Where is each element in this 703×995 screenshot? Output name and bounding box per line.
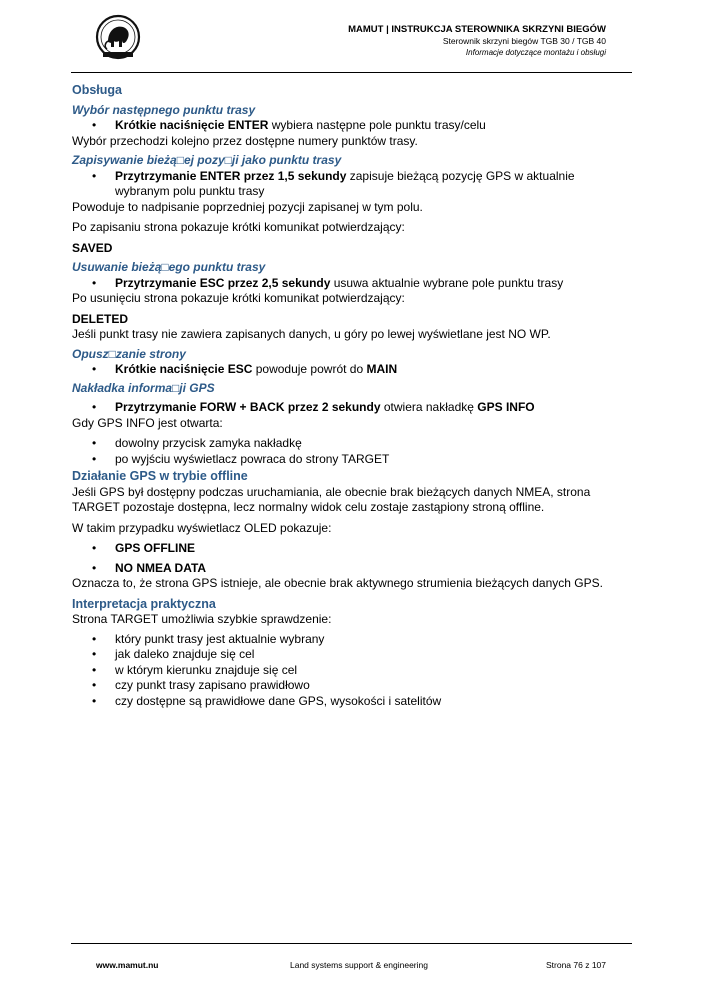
- nakl-list-2: [72, 436, 632, 467]
- paragraph: Jeśli punkt trasy nie zawiera zapisanych danych, u góry po lewej wyświetlane jest NO WP.: [72, 327, 551, 341]
- header-divider: [71, 72, 632, 73]
- footer-tagline: Land systems support & engineering: [290, 960, 428, 970]
- paragraph: Strona TARGET umożliwia szybkie sprawdzenie:: [72, 612, 332, 626]
- header-note: Informacje dotyczące montażu i obsługi: [465, 48, 606, 57]
- saved-message: SAVED: [72, 240, 113, 255]
- mamut-logo-icon: [94, 14, 142, 60]
- section-heading-obsluga: Obsługa: [72, 83, 123, 97]
- offline-list: [72, 541, 632, 576]
- list-item: • NO NMEA DATA: [92, 560, 207, 575]
- usuw-list: [72, 276, 632, 292]
- paragraph: Oznacza to, że strona GPS istnieje, ale obecnie brak aktywnego strumienia bieżących danych GPS.: [72, 576, 603, 590]
- paragraph: W takim przypadku wyświetlacz OLED pokazuje:: [72, 520, 332, 535]
- subheading-usuwanie: Usuwanie bieżą□ego punktu trasy: [72, 260, 266, 274]
- header-subtitle: Sterownik skrzyni biegów TGB 30 / TGB 40: [442, 36, 606, 46]
- nakl-list: [72, 400, 632, 416]
- page-content: [72, 83, 632, 709]
- page-header: [348, 24, 606, 58]
- subheading-nakladka: Nakładka informa□ji GPS: [72, 380, 215, 395]
- list-item: • czy dostępne są prawidłowe dane GPS, wysokości i satelitów: [92, 693, 442, 708]
- list-item: • Przytrzymanie ESC przez 2,5 sekundy usuwa aktualnie wybrane pole punktu trasy: [92, 275, 564, 290]
- paragraph: Wybór przechodzi kolejno przez dostępne numery punktów trasy.: [72, 133, 418, 148]
- list-item: • jak daleko znajduje się cel: [92, 647, 255, 661]
- header-title: MAMUT | INSTRUKCJA STEROWNIKA SKRZYNI BIEGÓW: [348, 24, 606, 35]
- list-item: • dowolny przycisk zamyka nakładkę: [92, 436, 302, 450]
- deleted-message: DELETED: [72, 311, 129, 326]
- list-item: • który punkt trasy jest aktualnie wybrany: [92, 631, 325, 646]
- footer-website: www.mamut.nu: [96, 960, 159, 970]
- list-item: • czy punkt trasy zapisano prawidłowo: [92, 678, 310, 692]
- paragraph: Powoduje to nadpisanie poprzedniej pozycji zapisanej w tym polu.: [72, 199, 423, 214]
- list-item: • po wyjściu wyświetlacz powraca do strony TARGET: [92, 451, 390, 466]
- paragraph: Jeśli GPS był dostępny podczas uruchamiania, ale obecnie brak bieżących danych NMEA, strona TARGET pozostaje dostępna, lecz normalny widok celu zostaje zastąpiony stroną offline.: [72, 484, 591, 514]
- footer-divider: [71, 943, 632, 944]
- list-item: • Przytrzymanie ENTER przez 1,5 sekundy zapisuje bieżącą pozycję GPS w aktualnie wybranym polu punktu trasy: [92, 168, 575, 198]
- list-item: • w którym kierunku znajduje się cel: [92, 662, 298, 677]
- list-item: • Krótkie naciśnięcie ENTER wybiera następne pole punktu trasy/celu: [92, 118, 486, 132]
- paragraph: Po zapisaniu strona pokazuje krótki komunikat potwierdzający:: [72, 220, 405, 234]
- footer-page-number: Strona 76 z 107: [545, 960, 606, 970]
- paragraph: Gdy GPS INFO jest otwarta:: [72, 415, 223, 430]
- subheading-opuszczanie: Opusz□zanie strony: [72, 346, 186, 361]
- opusz-list: [72, 362, 632, 378]
- subheading-zapis: Zapisywanie bieżą□ej pozy□ji jako punktu trasy: [72, 153, 342, 167]
- subheading-wybor: Wybór następnego punktu trasy: [72, 102, 256, 117]
- paragraph: Po usunięciu strona pokazuje krótki komunikat potwierdzający:: [72, 291, 405, 305]
- wybor-list: [72, 118, 632, 134]
- interp-list: [72, 632, 632, 710]
- zapis-list: [72, 169, 632, 200]
- list-item: • Krótkie naciśnięcie ESC powoduje powrót do MAIN: [92, 362, 398, 376]
- list-item: • Przytrzymanie FORW + BACK przez 2 sekundy otwiera nakładkę GPS INFO: [92, 400, 535, 414]
- list-item: • GPS OFFLINE: [92, 541, 196, 555]
- section-heading-interpretacja: Interpretacja praktyczna: [72, 596, 216, 611]
- section-heading-offline: Działanie GPS w trybie offline: [72, 469, 248, 483]
